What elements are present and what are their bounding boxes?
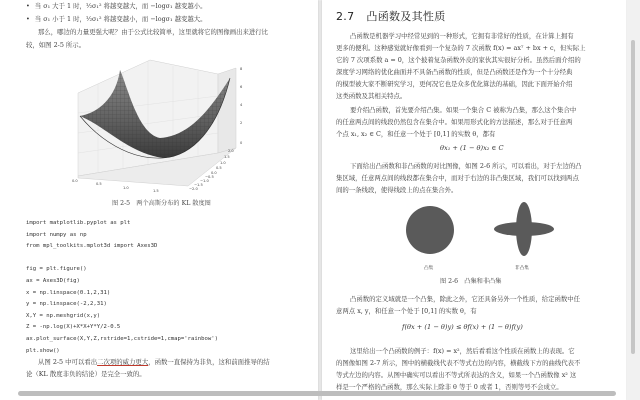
left-page <box>0 0 318 400</box>
code-line: X,Y = np.meshgrid(x,y) <box>26 312 101 319</box>
svg-text:−2.0: −2.0 <box>189 187 198 191</box>
code-line: fig = plt.figure() <box>26 266 87 273</box>
paragraph-line: 的图像如图 2-7 所示，图中的横截线代表不等式右边的内容，横截线下方的曲线代表不 <box>336 359 581 367</box>
conclusion-pre: 从图 2-5 中可以看出 <box>38 358 98 366</box>
conclusion-text <box>38 356 270 368</box>
vertical-scrollbar[interactable] <box>631 40 635 354</box>
paragraph-line: 的任意两点间的线段仍然包含在集合中。如果用形式化的方法描述，那么对于任意两 <box>336 118 573 126</box>
section-title: 凸函数及其性质 <box>366 10 446 23</box>
right-page <box>322 0 626 400</box>
conclusion-post: ，函数一直保持为非负，这和前面推导的结 <box>148 358 270 366</box>
paragraph-line: 深度学习网络的优化曲面并不具备凸函数的性质，但是凸函数还是作为一个十分经典 <box>336 68 573 76</box>
kl-divergence-surface-plot <box>68 58 268 194</box>
paragraph-line: 样是一个严格的凸函数，那么实际上除非 θ 等于 0 或者 1，否则等号不会成立。 <box>336 383 563 391</box>
svg-text:0.0: 0.0 <box>211 171 217 175</box>
paragraph-line: 更多的便利。这种感觉就好像看到一个复杂的 7 次函数 f(x) = ax⁷ + bx + c，但实际上 <box>336 44 586 52</box>
paragraph-line: 的模型被大家不断研究学习，更何况它也是众多优化算法的基础，因此下面开始介绍 <box>336 80 573 88</box>
paragraph-line: 要介绍凸函数，首先要介绍凸集。如果一个集合 C 被称为凸集，那么这个集合中 <box>350 106 577 114</box>
bullet-item: • 当 σ₁ 小于 1 时，½σ₁² 将越变越小，而 −logσ₁ 越变越大。 <box>26 13 207 25</box>
svg-text:−1.0: −1.0 <box>200 179 209 183</box>
svg-text:8: 8 <box>240 67 243 71</box>
paragraph-line: 凸函数是机器学习中经常见到的一种形式，它拥有非常好的性质，在计算上拥有 <box>350 32 574 40</box>
code-line: y = np.linspace(-2,2,31) <box>26 301 107 308</box>
convex-set-figure <box>400 202 570 270</box>
paragraph-line: 这里给出一个凸函数的例子：f(x) = x²，然后看看这个性质在函数上的表现。它 <box>350 347 575 355</box>
bullet-item: • 当 σ₁ 大于 1 时，½σ₁² 将越变越大，而 −logσ₁ 越变越小。 <box>26 0 207 12</box>
paragraph-line: 间的一条线段，使得线段上的点在集合外。 <box>336 186 458 194</box>
intro-text: 那么，哪边的力量更强大呢？由于公式比较简单，这里就将它的图像画出来进行比 <box>38 28 269 36</box>
figure-caption: 图 2-5 两个高斯分布的 KL 散度图 <box>112 200 211 207</box>
svg-text:2: 2 <box>240 121 243 125</box>
svg-text:1.0: 1.0 <box>220 161 226 165</box>
code-line: import numpy as np <box>26 231 87 238</box>
svg-text:1.5: 1.5 <box>153 189 159 193</box>
code-line: import matplotlib.pyplot as plt <box>26 220 131 226</box>
svg-text:0.0: 0.0 <box>72 179 78 183</box>
svg-text:2.0: 2.0 <box>228 149 234 153</box>
code-line: from mpl_toolkits.mplot3d import Axes3D <box>26 243 158 250</box>
section-heading <box>336 8 446 24</box>
paragraph-line: 意两点 x, y，和任意一个处于 [0,1] 的实数 θ，有 <box>336 307 477 315</box>
horizontal-scrollbar[interactable] <box>18 391 616 396</box>
formula-convex-function: f(θx + (1 − θ)y) ≤ θf(x) + (1 − θ)f(y) <box>402 323 523 331</box>
convex-set-circle <box>406 206 454 254</box>
paragraph-line: 集区域，任意两点间的线段都在集合中，而对于右边的非凸集区域，我们可以找到两点 <box>336 174 579 182</box>
svg-text:0.5: 0.5 <box>96 182 102 186</box>
paragraph-line: 它的 7 次项系数 a = 0，这个披着复杂函数外皮的家伙其实很好分析。虽然后面介绍的 <box>336 56 581 64</box>
convex-set-label: 凸集 <box>424 266 434 271</box>
non-convex-set-label: 非凸集 <box>515 266 529 271</box>
code-line: ax = Axes3D(fig) <box>26 278 80 284</box>
svg-text:1.5: 1.5 <box>224 155 230 159</box>
svg-text:6: 6 <box>240 85 243 89</box>
paragraph-line: 下面给出凸函数和非凸函数的对比图像，如图 2-6 所示，可以看出，对于左边的凸 <box>350 162 582 170</box>
code-line: x = np.linspace(0.1,2,31) <box>26 289 111 296</box>
svg-text:0.5: 0.5 <box>216 166 222 170</box>
paragraph-line: 等式左边的内容。从图中确实可以看出不等式所表达的含义，如果一个凸函数像 x² 这 <box>336 371 577 379</box>
section-number: 2.7 <box>336 10 355 23</box>
paragraph-line: 凸函数的定义域就是一个凸集，除此之外，它还具备另外一个性质，给定函数中任 <box>350 295 581 303</box>
non-convex-set-vertical <box>516 202 532 256</box>
code-line: ax.plot_surface(X,Y,Z,rstride=1,cstride=1,cmap='rainbow') <box>26 336 218 342</box>
paragraph-line: 个点 x₁, x₂ ∈ C，和任意一个处于 [0,1] 的实数 θ，都有 <box>336 130 496 138</box>
paragraph-line: 这类函数及其相关特点。 <box>336 92 407 100</box>
svg-text:−1.5: −1.5 <box>194 183 203 187</box>
code-line: Z = -np.log(X)+X*X+Y*Y/2-0.5 <box>26 324 121 331</box>
svg-text:−0.5: −0.5 <box>205 175 214 179</box>
conclusion-text: 论（KL 散度非负的结论）是完全一致的。 <box>26 370 146 378</box>
intro-text: 较，如图 2-5 所示。 <box>26 41 86 49</box>
code-line: plt.show() <box>26 347 60 354</box>
formula-convex-set: θx₁ + (1 − θ)x₂ ∈ C <box>440 144 504 152</box>
svg-text:0: 0 <box>240 141 243 145</box>
highlighted-text: 二次项的威力更大 <box>97 358 149 366</box>
svg-text:4: 4 <box>240 103 243 107</box>
svg-text:1.0: 1.0 <box>123 186 129 190</box>
figure-caption: 图 2-6 凸集和非凸集 <box>440 278 502 285</box>
